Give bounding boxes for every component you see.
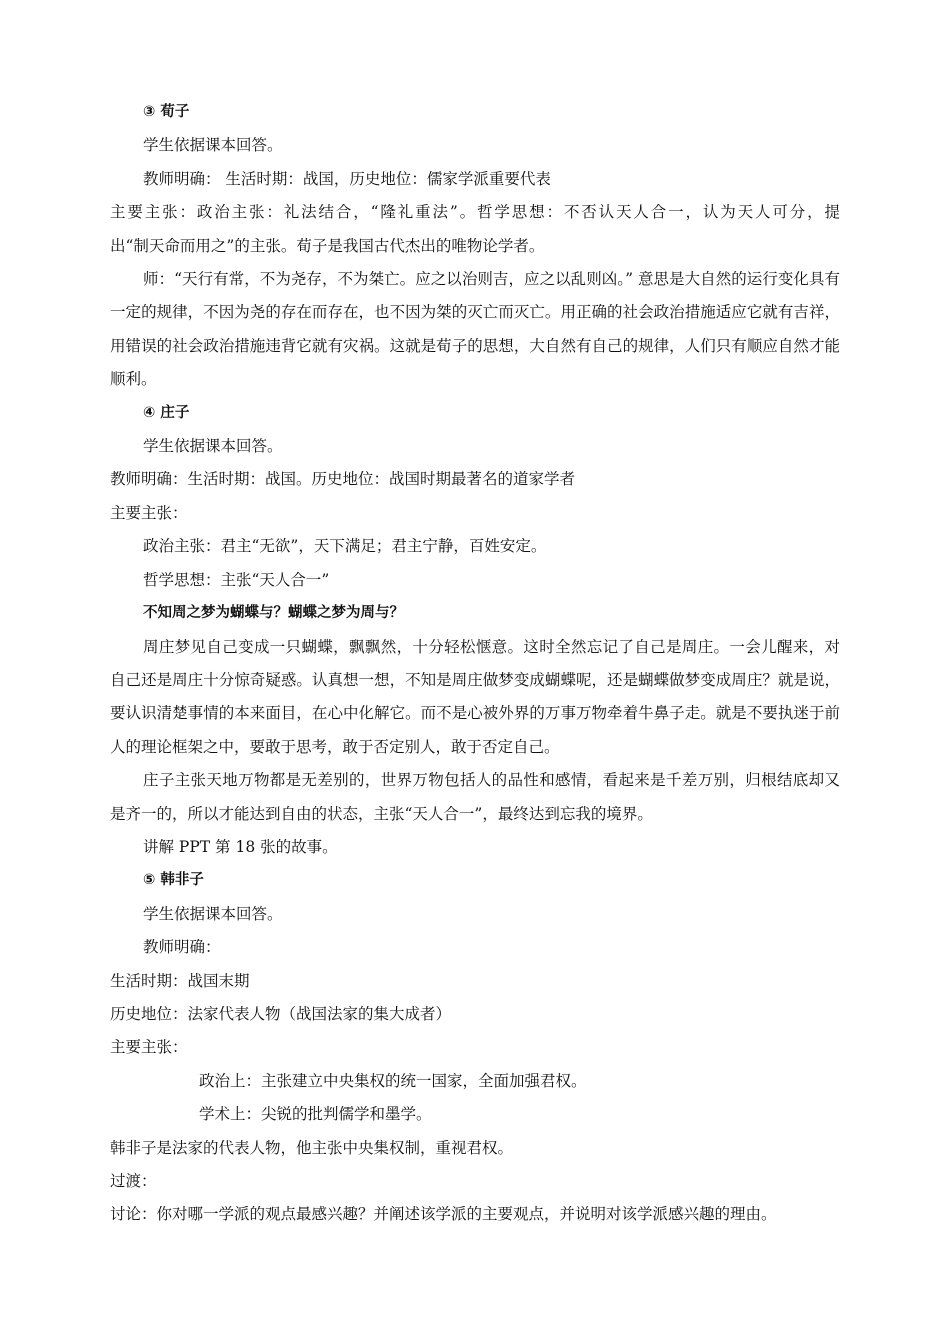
- period-hanfeizi: 生活时期：战国末期: [110, 971, 250, 990]
- section-heading-xunzi: ③ 荀子: [143, 104, 190, 120]
- main-ideas-label-zhuangzi: 主要主张：: [110, 503, 188, 522]
- status-hanfeizi: 历史地位：法家代表人物（战国法家的集大成者）: [110, 1004, 452, 1023]
- teacher-clarify-xunzi: 教师明确： 生活时期：战国，历史地位：儒家学派重要代表: [143, 169, 551, 188]
- transition-label: 过渡：: [110, 1172, 157, 1190]
- philosophy-zhuangzi: 哲学思想：主张“天人合一”: [143, 570, 330, 589]
- student-answer-xunzi: 学生依据课本回答。: [143, 136, 283, 155]
- section-heading-hanfeizi: ⑤ 韩非子: [143, 872, 204, 889]
- butterfly-story-paragraph: 周庄梦见自己变成一只蝴蝶，飘飘然，十分轻松惬意。这时全然忘记了自己是周庄。一会儿醒来，对自己还是周庄十分惊奇疑惑。认真想一想，不知是周庄做梦变成蝴蝶呢，还是蝴蝶做梦变成周庄？就是说，要认识清楚事情的本来面目，在心中化解它。而不是心被外界的万事万物牵着牛鼻子走。就是不要执迷于前人的理论框架之中，要敢于思考，敢于否定别人，敢于否定自己。: [110, 637, 840, 756]
- discussion-question: 讨论：你对哪一学派的观点最感兴趣？并阐述该学派的主要观点，并说明对该学派感兴趣的理由。: [110, 1205, 777, 1224]
- main-ideas-xunzi-line1: 主要主张：政治主张：礼法结合，“隆礼重法”。哲学思想：不否认天人合一，认为天人可分，提: [110, 203, 840, 222]
- summary-hanfeizi: 韩非子是法家的代表人物，他主张中央集权制，重视君权。: [110, 1138, 514, 1157]
- quote-paragraph-xunzi: 师：“天行有常，不为尧存，不为桀亡。应之以治则吉，应之以乱则凶。” 意思是大自然的运行变化具有一定的规律，不因为尧的存在而存在，也不因为桀的灭亡而灭亡。用正确的社会政治措施适应它就有吉祥，用错误的社会政治措施违背它就有灾祸。这就是荀子的思想，大自然有自己的规律，人们只有顺应自然才能顺利。: [110, 270, 840, 389]
- student-answer-hanfeizi: 学生依据课本回答。: [143, 904, 283, 923]
- main-ideas-label-hanfeizi: 主要主张：: [110, 1038, 188, 1057]
- teacher-clarify-hanfeizi: 教师明确：: [143, 938, 221, 957]
- zhuangzi-idea-paragraph: 庄子主张天地万物都是无差别的，世界万物包括人的品性和感情，看起来是千差万别，归根结底却又是齐一的，所以才能达到自由的状态，主张“天人合一”，最终达到忘我的境界。: [110, 771, 840, 823]
- butterfly-question: 不知周之梦为蝴蝶与？蝴蝶之梦为周与？: [143, 605, 404, 622]
- section-heading-zhuangzi: ④ 庄子: [143, 404, 190, 421]
- ppt-story-note: 讲解 PPT 第 18 张的故事。: [143, 837, 338, 856]
- politics-zhuangzi: 政治主张：君主“无欲”，天下满足；君主宁静，百姓安定。: [143, 537, 547, 556]
- student-answer-zhuangzi: 学生依据课本回答。: [143, 437, 283, 456]
- politics-hanfeizi: 政治上：主张建立中央集权的统一国家，全面加强君权。: [199, 1071, 587, 1090]
- main-ideas-xunzi-line2: 出“制天命而用之”的主张。荀子是我国古代杰出的唯物论学者。: [110, 236, 545, 255]
- teacher-clarify-zhuangzi: 教师明确：生活时期：战国。历史地位：战国时期最著名的道家学者: [110, 470, 576, 489]
- academic-hanfeizi: 学术上：尖锐的批判儒学和墨学。: [199, 1105, 432, 1124]
- document-body: [110, 96, 840, 1232]
